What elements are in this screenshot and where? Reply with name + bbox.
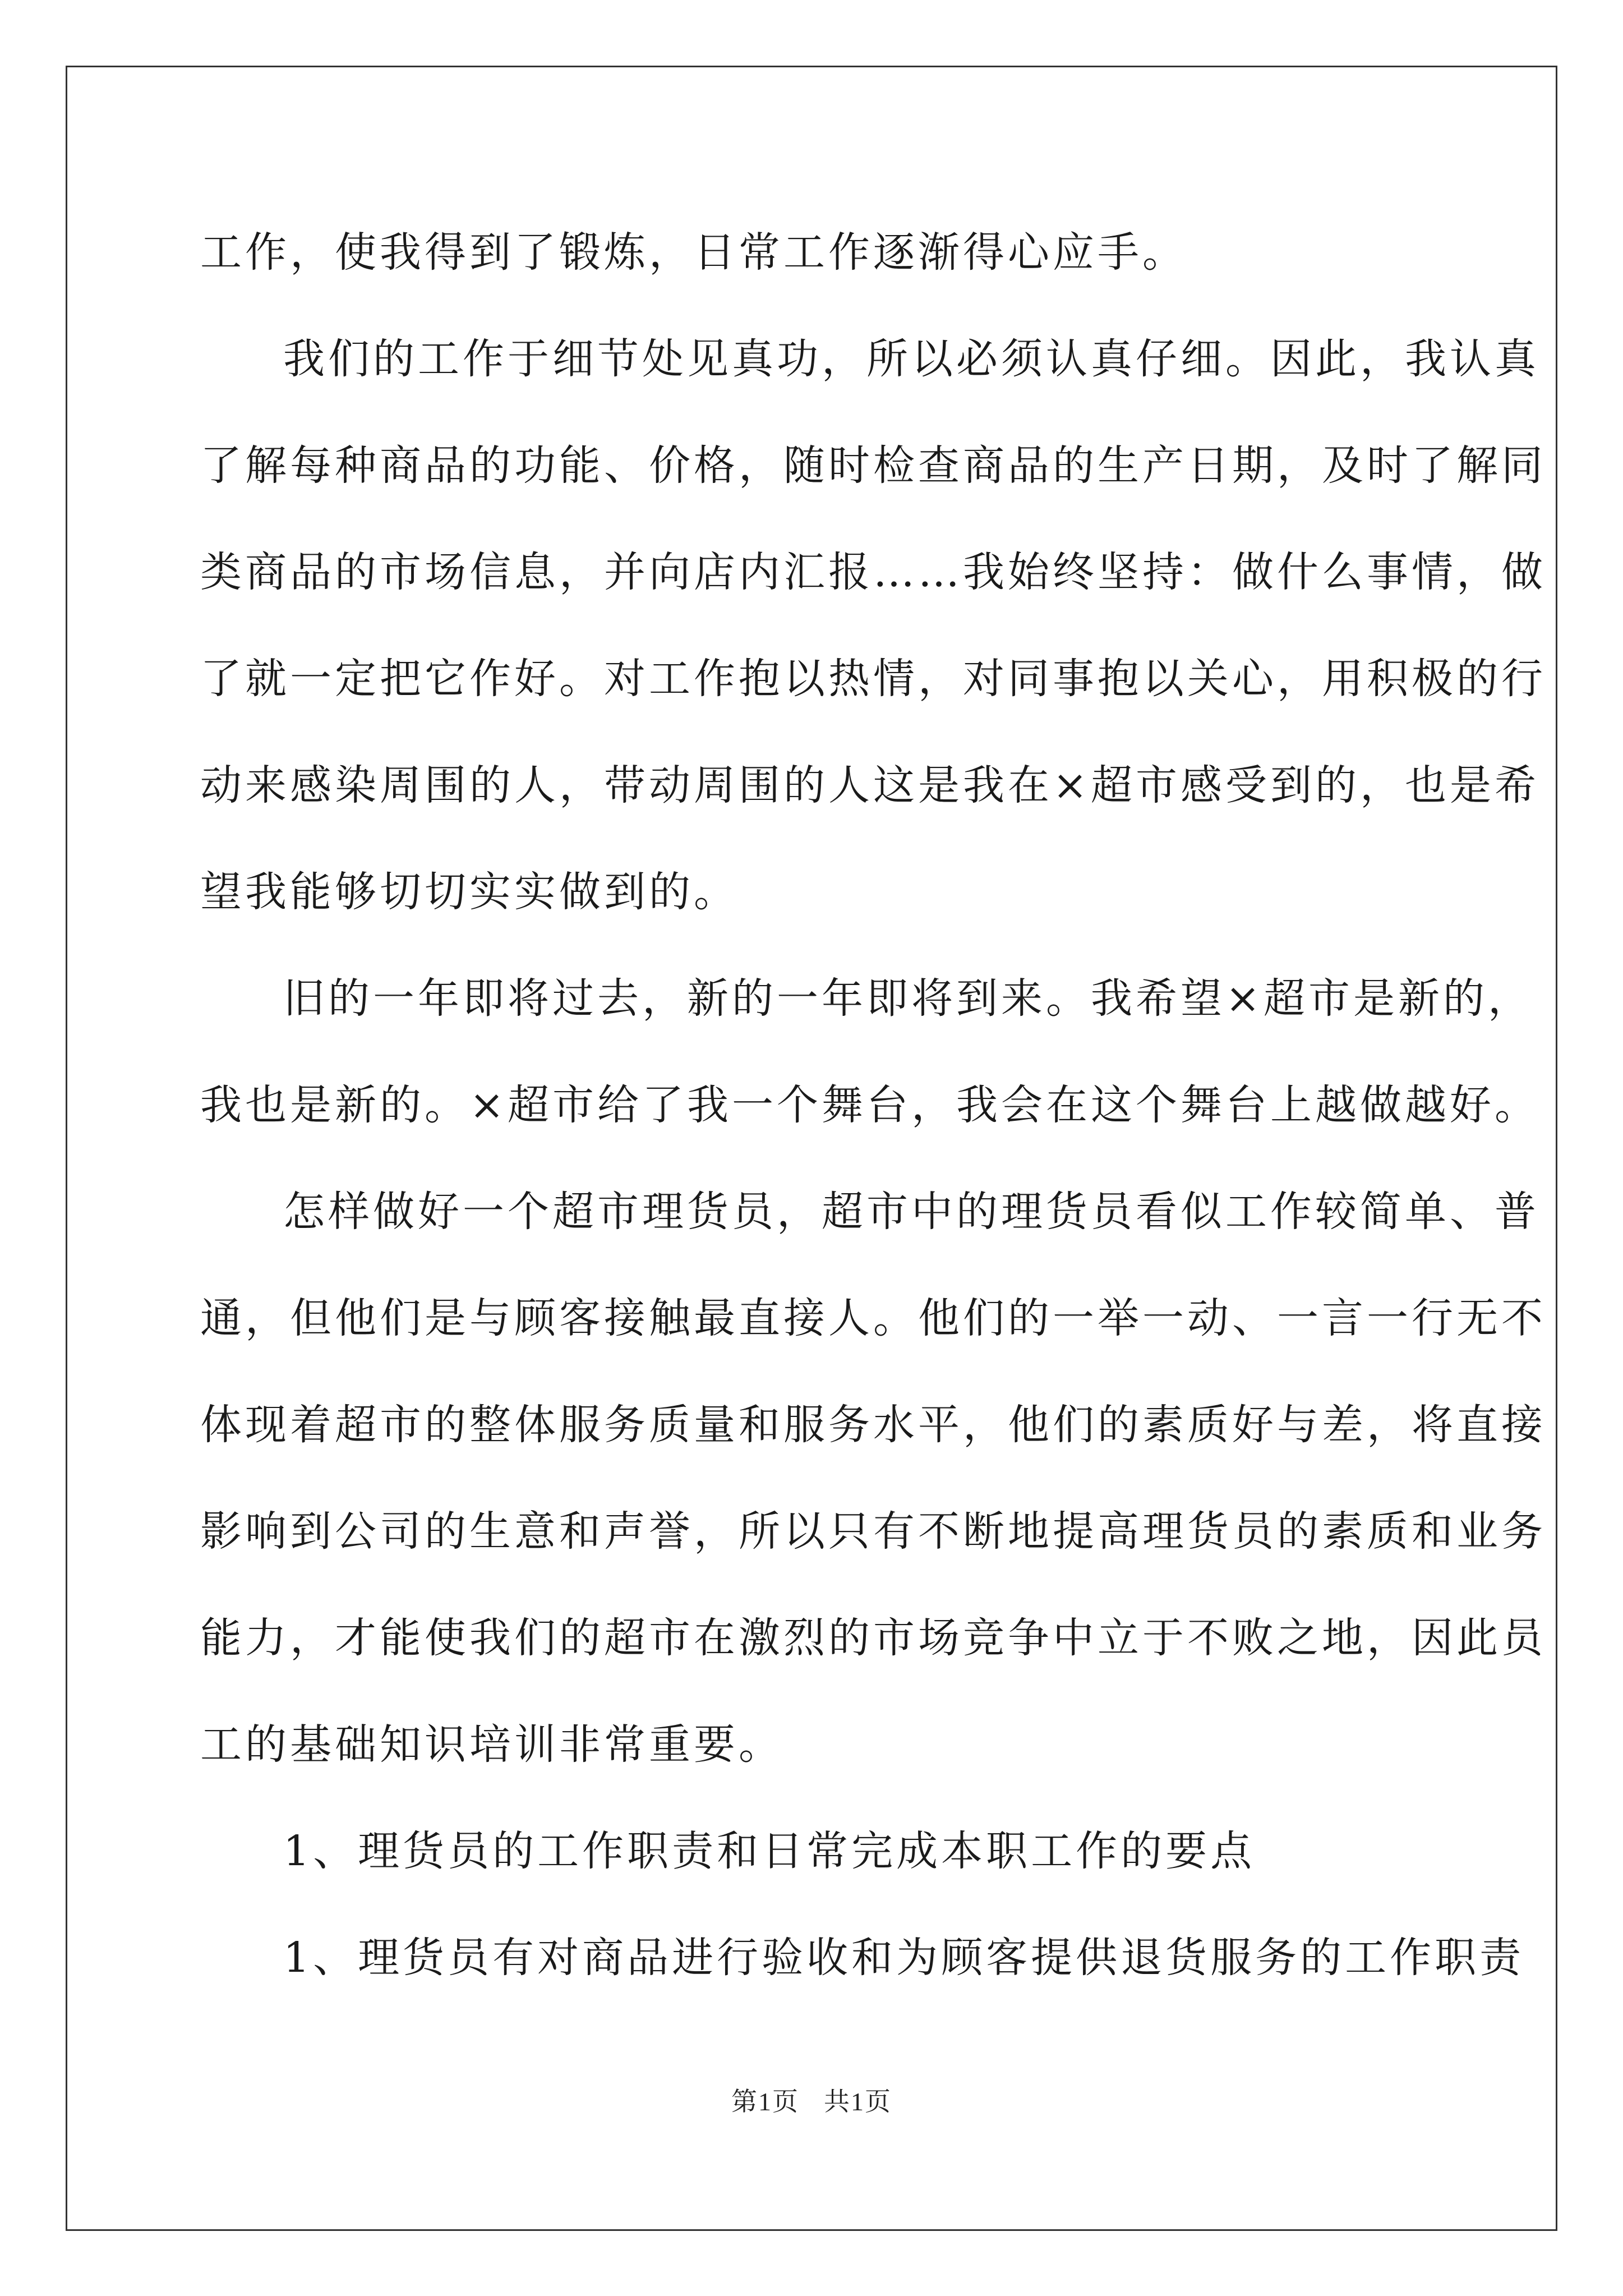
text-line: 怎样做好一个超市理货员，超市中的理货员看似工作较简单、普 <box>283 1188 1539 1236</box>
text-line: 能力，才能使我们的超市在激烈的市场竞争中立于不败之地，因此员 <box>200 1614 1546 1662</box>
text-line: 我也是新的。×超市给了我一个舞台，我会在这个舞台上越做越好。 <box>200 1081 1540 1129</box>
text-line: 望我能够切切实实做到的。 <box>200 868 739 916</box>
text-line: 影响到公司的生意和声誉，所以只有不断地提高理货员的素质和业务 <box>200 1507 1546 1556</box>
section-heading: 1、理货员的工作职责和日常完成本职工作的要点 <box>283 1827 1256 1875</box>
page-number: 第1页 <box>731 2087 799 2116</box>
text-line: 旧的一年即将过去，新的一年即将到来。我希望×超市是新的， <box>283 974 1533 1023</box>
page-footer <box>0 2081 1623 2118</box>
text-line: 了就一定把它作好。对工作抱以热情，对同事抱以关心，用积极的行 <box>200 655 1546 703</box>
text-line: 通，但他们是与顾客接触最直接人。他们的一举一动、一言一行无不 <box>200 1294 1546 1342</box>
page-total: 共1页 <box>824 2087 892 2116</box>
text-line: 工的基础知识培训非常重要。 <box>200 1720 783 1769</box>
document-body <box>200 199 1546 2011</box>
text-line: 1、理货员有对商品进行验收和为顾客提供退货服务的工作职责 <box>283 1934 1525 1982</box>
text-line: 了解每种商品的功能、价格，随时检查商品的生产日期，及时了解同 <box>200 441 1546 490</box>
text-line: 工作，使我得到了锻炼，日常工作逐渐得心应手。 <box>200 228 1187 277</box>
text-line: 体现着超市的整体服务质量和服务水平，他们的素质好与差，将直接 <box>200 1401 1546 1449</box>
text-line: 动来感染周围的人，带动周围的人这是我在×超市感受到的，也是希 <box>200 761 1540 809</box>
text-line: 我们的工作于细节处见真功，所以必须认真仔细。因此，我认真 <box>283 335 1539 383</box>
text-line: 类商品的市场信息，并向店内汇报……我始终坚持：做什么事情，做 <box>200 548 1546 596</box>
